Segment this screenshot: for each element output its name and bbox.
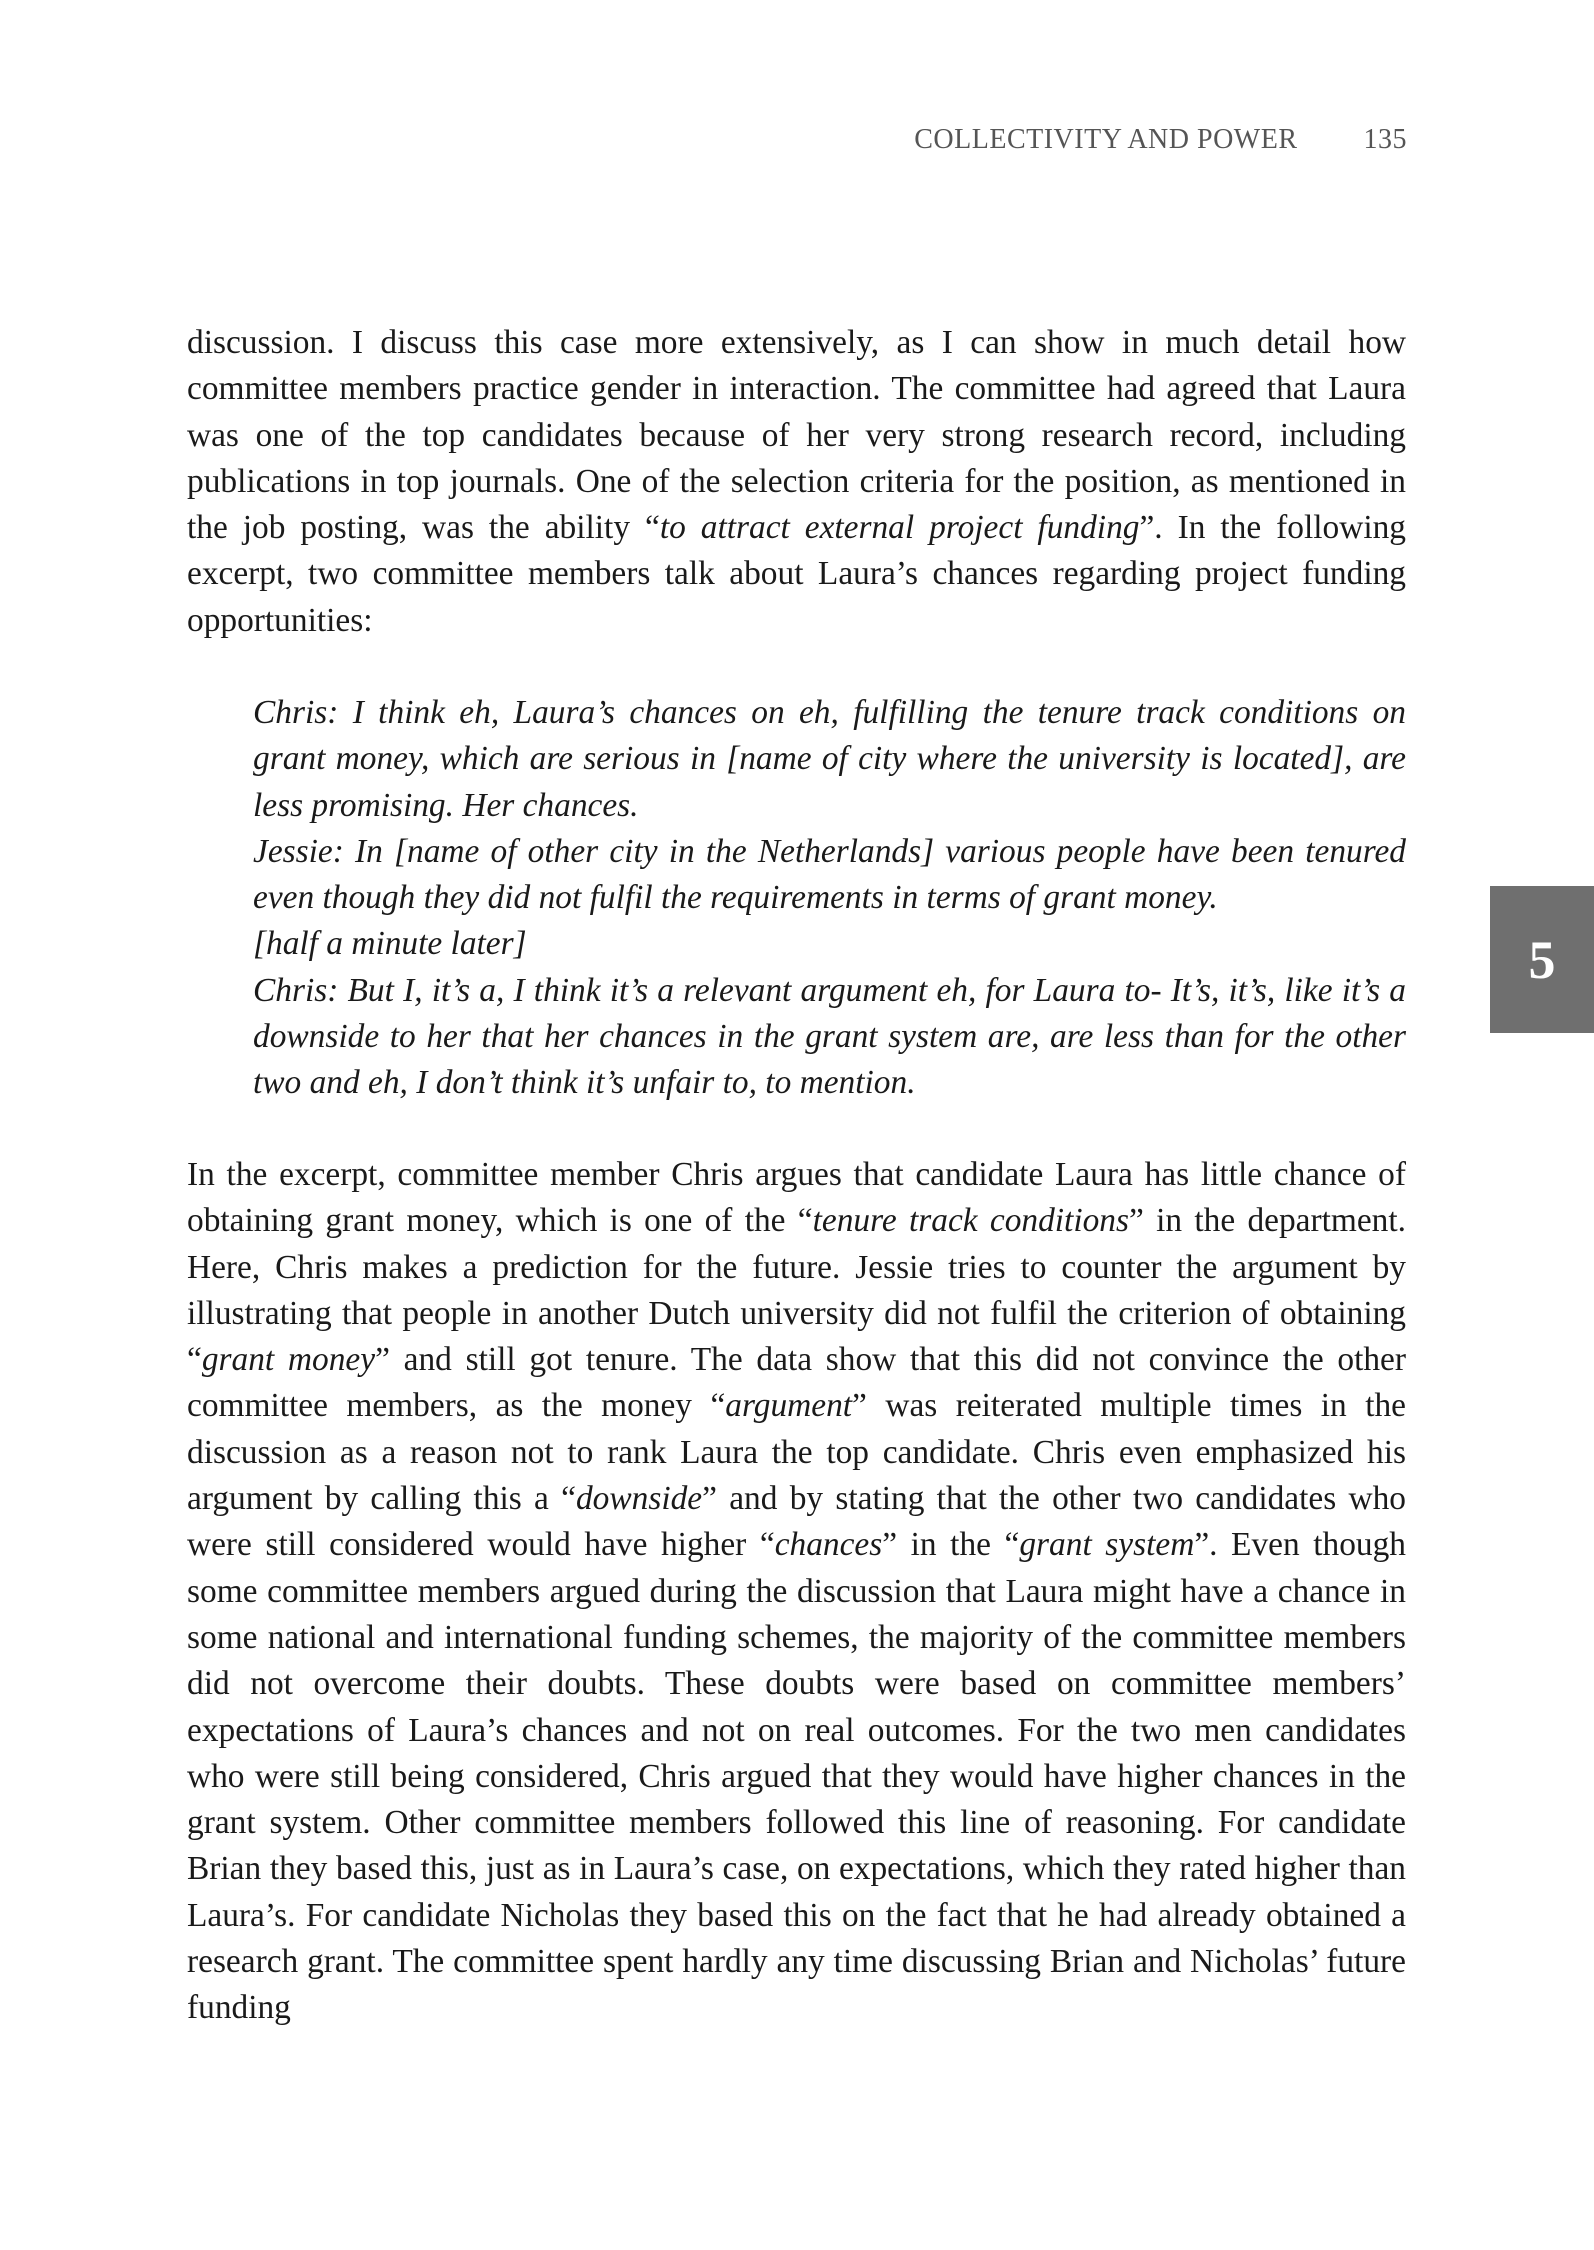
paragraph-text: In the excerpt, committee member Chris argues that candidate Laura has little chance of obtaining grant money, which is one of the “ xyxy=(187,1156,1406,1240)
italic-phrase: downside xyxy=(575,1480,703,1518)
paragraph-text: ” in the department. Here, Chris makes a prediction for the future. Jessie tries to counter the argument by illustrating that people in another Dutch university did not fulfil the criterion of obtaining “ xyxy=(187,1202,1406,1379)
paragraph-text: ” in the “ xyxy=(882,1526,1020,1564)
paragraph-text: ” was reiterated multiple times in the discussion as a reason not to rank Laura the top candidate. Chris even emphasized his argument by calling this a “ xyxy=(187,1387,1407,1518)
page-number: 135 xyxy=(1363,124,1407,155)
paragraph-text: ”. In the following excerpt, two committee members talk about Laura’s chances regarding project funding opportunities: xyxy=(187,509,1406,639)
chapter-tab: 5 xyxy=(1490,886,1594,1033)
body-paragraph-2 xyxy=(187,1152,1406,2032)
running-head-title: COLLECTIVITY AND POWER xyxy=(914,124,1298,155)
excerpt-line: Chris: But I, it’s a, I think it’s a relevant argument eh, for Laura to- It’s, it’s, like it’s a downside to her that her chances in the grant system are, are less than for the other two and eh, I don’t think it’s unfair to, to mention. xyxy=(253,971,1406,1102)
excerpt-line: Chris: I think eh, Laura’s chances on eh, fulfilling the tenure track conditions on grant money, which are serious in [name of city where the university is located], are less promising. Her chances. xyxy=(253,694,1406,824)
italic-phrase: to attract external project funding xyxy=(659,509,1140,547)
italic-phrase: tenure track conditions xyxy=(812,1202,1129,1240)
italic-phrase: grant money xyxy=(201,1341,376,1379)
interview-excerpt xyxy=(253,690,1406,1107)
excerpt-line: [half a minute later] xyxy=(253,925,527,963)
paragraph-text: ”. Even though some committee members argued during the discussion that Laura might have a chance in some national and international funding schemes, the majority of the committee members did not overcome their doubts. These doubts were based on committee members’ expectations of Laura’s chances and not on real outcomes. For the two men candidates who were still being considered, Chris argued that they would have higher chances in the grant system. Other committee members followed this line of reasoning. For candidate Brian they based this, just as in Laura’s case, on expectations, which they rated higher than Laura’s. For candidate Nicholas they based this on the fact that he had already obtained a research grant. The committee spent hardly any time discussing Brian and Nicholas’ future funding xyxy=(187,1526,1406,2027)
body-paragraph-1 xyxy=(187,320,1406,644)
italic-phrase: argument xyxy=(725,1387,853,1425)
paragraph-text: ” and by stating that the other two candidates who were still considered would have higher “ xyxy=(187,1480,1406,1564)
excerpt-line: Jessie: In [name of other city in the Netherlands] various people have been tenured even though they did not fulfil the requirements in terms of grant money. xyxy=(253,832,1406,917)
italic-phrase: grant system xyxy=(1019,1526,1195,1564)
paragraph-text: discussion. I discuss this case more extensively, as I can show in much detail how committee members practice gender in interaction. The committee had agreed that Laura was one of the top candidates because of her very strong research record, including publications in top journals. One of the selection criteria for the position, as mentioned in the job posting, was the ability “ xyxy=(187,324,1406,547)
paragraph-text: ” and still got tenure. The data show that this did not convince the other committee members, as the money “ xyxy=(187,1341,1406,1425)
italic-phrase: chances xyxy=(774,1526,883,1564)
running-head xyxy=(914,124,1407,156)
